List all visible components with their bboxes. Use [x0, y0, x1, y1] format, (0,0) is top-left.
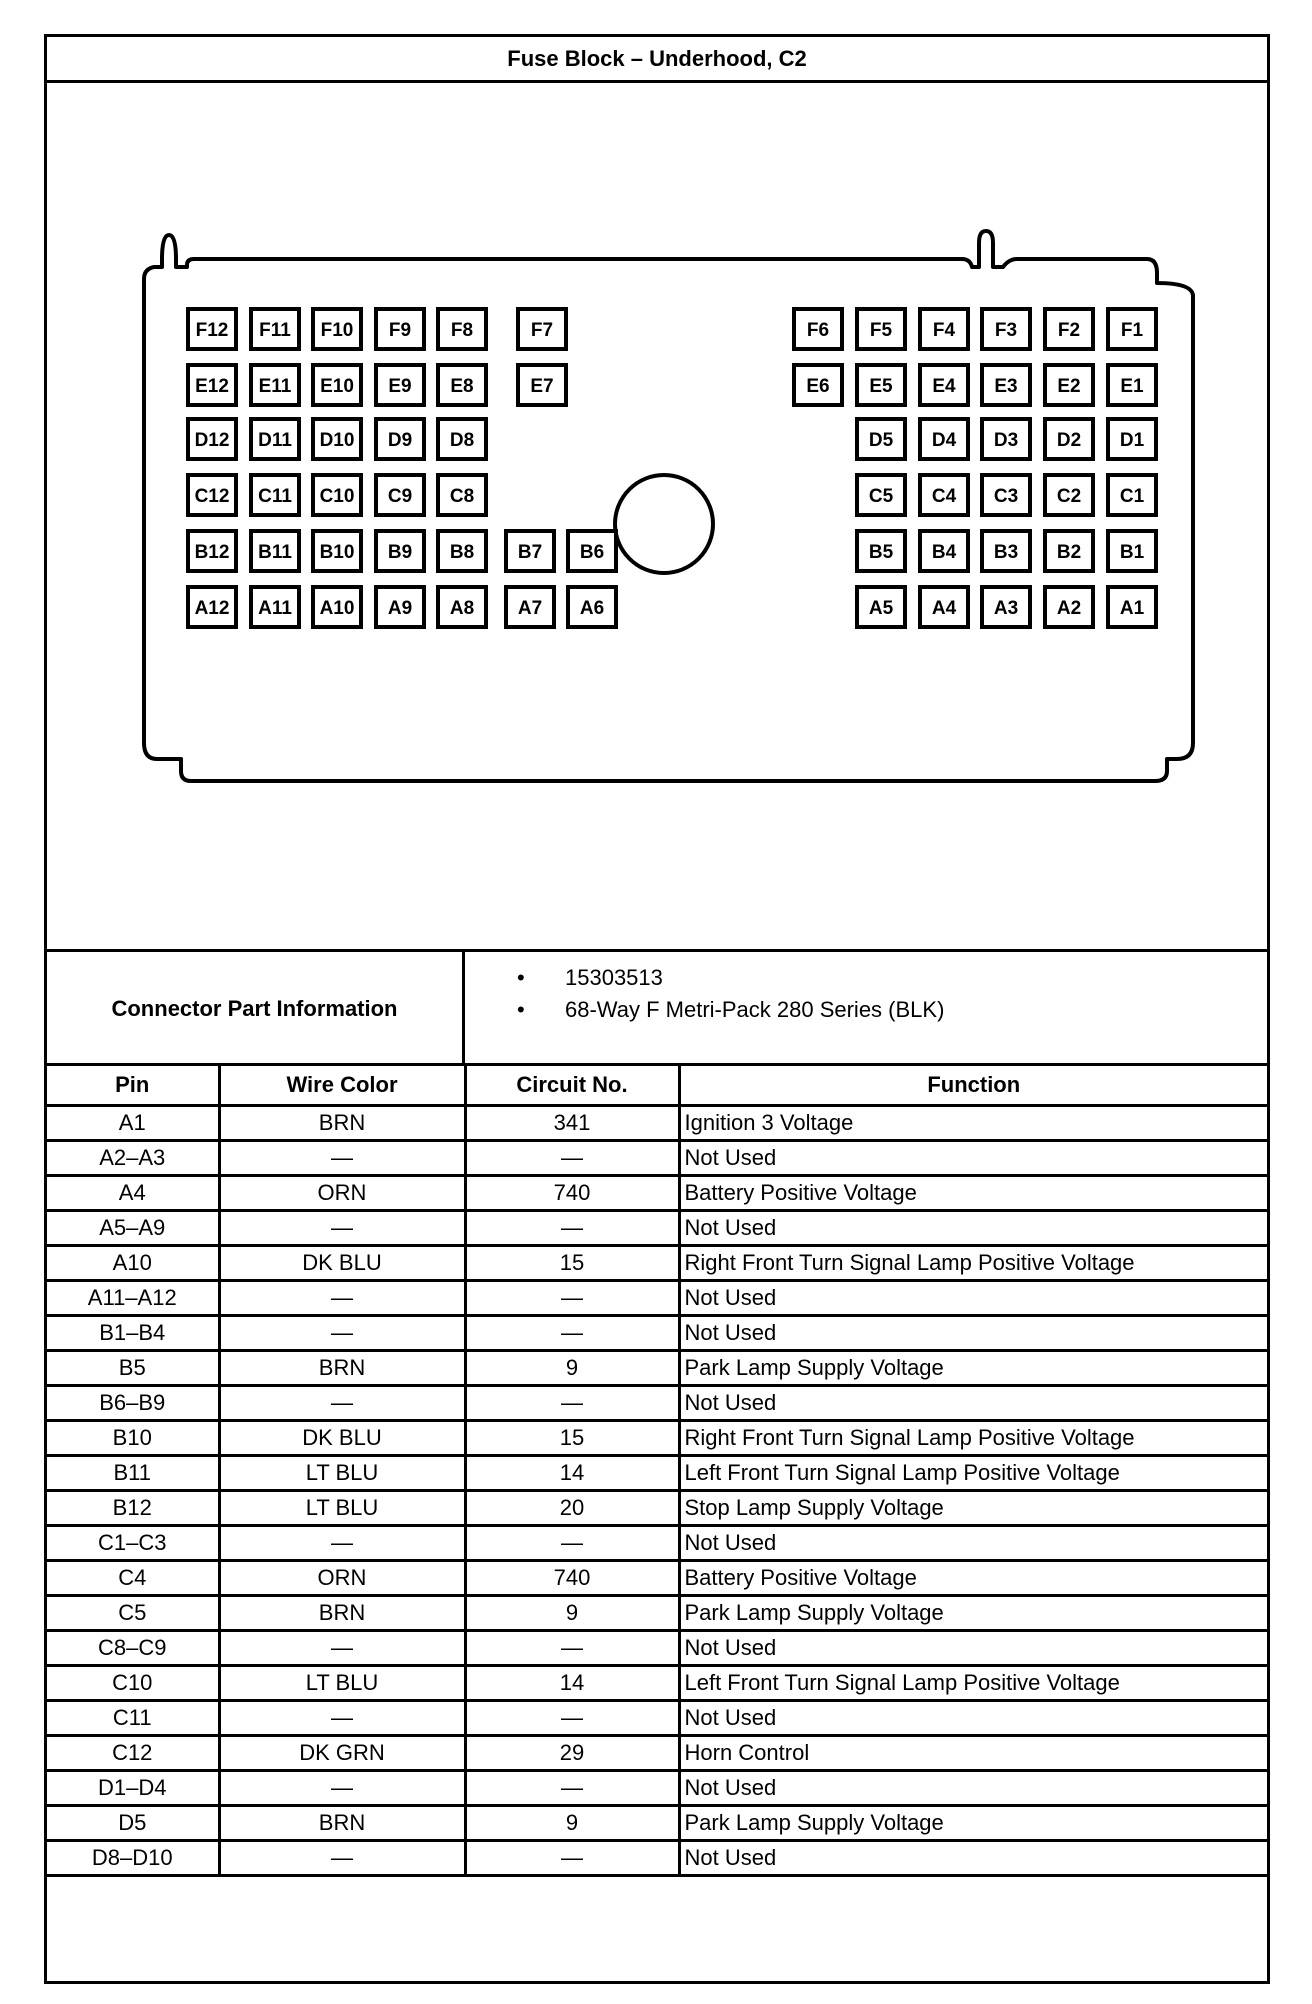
cavity-label: F6 [806, 320, 830, 341]
cavity-a2 [1045, 587, 1093, 627]
cell-circuit-no: — [465, 1841, 679, 1876]
cell-wire-color: — [219, 1841, 465, 1876]
cell-circuit-no: 9 [465, 1806, 679, 1841]
cell-wire-color: BRN [219, 1596, 465, 1631]
connector-housing-outline [144, 231, 1193, 781]
cell-wire-color: — [219, 1281, 465, 1316]
cavity-label: D1 [1119, 430, 1145, 451]
cell-function: Left Front Turn Signal Lamp Positive Voltage [679, 1666, 1267, 1701]
cavity-label: C1 [1119, 486, 1145, 507]
cavity-f5 [857, 309, 905, 349]
cavity-label: A10 [319, 598, 355, 619]
cell-pin: A1 [47, 1106, 219, 1141]
cell-function: Ignition 3 Voltage [679, 1106, 1267, 1141]
cell-circuit-no: 9 [465, 1596, 679, 1631]
cell-pin: C1–C3 [47, 1526, 219, 1561]
cell-function: Park Lamp Supply Voltage [679, 1806, 1267, 1841]
cavity-a7 [506, 587, 554, 627]
cell-circuit-no: — [465, 1701, 679, 1736]
cavity-label: C12 [194, 486, 230, 507]
cell-function: Horn Control [679, 1736, 1267, 1771]
cell-pin: B6–B9 [47, 1386, 219, 1421]
cavity-label: D4 [931, 430, 957, 451]
cavity-label: F8 [450, 320, 474, 341]
cavity-label: E1 [1120, 376, 1144, 397]
info-label: Connector Part Information [47, 952, 465, 1066]
page-title: Fuse Block – Underhood, C2 [47, 37, 1267, 83]
cavity-label: F12 [195, 320, 229, 341]
table-row [47, 1526, 1267, 1561]
cavity-b11 [251, 531, 299, 571]
cavity-label: A9 [387, 598, 413, 619]
cavity-label: B1 [1119, 542, 1145, 563]
cavity-label: A7 [517, 598, 543, 619]
table-row [47, 1701, 1267, 1736]
cavity-f12 [188, 309, 236, 349]
cavity-label: B9 [387, 542, 413, 563]
cavity-c1 [1108, 475, 1156, 515]
cell-wire-color: — [219, 1316, 465, 1351]
cavity-label: A8 [449, 598, 475, 619]
cell-wire-color: DK GRN [219, 1736, 465, 1771]
header-circuit-no: Circuit No. [465, 1065, 679, 1106]
cell-wire-color: LT BLU [219, 1456, 465, 1491]
cavity-label: A12 [194, 598, 230, 619]
cavity-label: B4 [931, 542, 957, 563]
table-row [47, 1141, 1267, 1176]
cell-function: Not Used [679, 1841, 1267, 1876]
cavity-d11 [251, 419, 299, 459]
cavity-f3 [982, 309, 1030, 349]
cavity-f2 [1045, 309, 1093, 349]
cell-wire-color: DK BLU [219, 1246, 465, 1281]
cell-wire-color: — [219, 1701, 465, 1736]
cell-function: Not Used [679, 1141, 1267, 1176]
cell-wire-color: BRN [219, 1351, 465, 1386]
cavity-b2 [1045, 531, 1093, 571]
cell-circuit-no: 14 [465, 1456, 679, 1491]
cell-pin: D5 [47, 1806, 219, 1841]
cavity-label: B8 [449, 542, 475, 563]
cell-circuit-no: — [465, 1281, 679, 1316]
cell-circuit-no: 740 [465, 1176, 679, 1211]
cavity-label: A6 [579, 598, 605, 619]
cell-pin: A10 [47, 1246, 219, 1281]
cavity-b9 [376, 531, 424, 571]
cavity-f9 [376, 309, 424, 349]
cell-pin: C10 [47, 1666, 219, 1701]
cell-function: Park Lamp Supply Voltage [679, 1351, 1267, 1386]
cell-circuit-no: 14 [465, 1666, 679, 1701]
cavity-c11 [251, 475, 299, 515]
table-row [47, 1211, 1267, 1246]
cavity-e11 [251, 365, 299, 405]
cell-wire-color: — [219, 1631, 465, 1666]
cell-pin: C8–C9 [47, 1631, 219, 1666]
cavity-label: F4 [932, 320, 956, 341]
cavity-c10 [313, 475, 361, 515]
table-row [47, 1806, 1267, 1841]
cavity-label: C2 [1056, 486, 1082, 507]
cavity-e3 [982, 365, 1030, 405]
cavity-label: B7 [517, 542, 543, 563]
table-row [47, 1176, 1267, 1211]
cavity-f4 [920, 309, 968, 349]
table-row [47, 1281, 1267, 1316]
cell-pin: C11 [47, 1701, 219, 1736]
cavity-label: C5 [868, 486, 894, 507]
cavity-label: F2 [1057, 320, 1081, 341]
table-row [47, 1316, 1267, 1351]
cell-circuit-no: — [465, 1211, 679, 1246]
cell-circuit-no: 740 [465, 1561, 679, 1596]
cavity-label: E8 [450, 376, 474, 397]
cavity-c9 [376, 475, 424, 515]
table-row [47, 1491, 1267, 1526]
cell-circuit-no: 9 [465, 1351, 679, 1386]
connector-face-diagram [47, 83, 1267, 949]
cavity-label: F3 [994, 320, 1018, 341]
cell-wire-color: LT BLU [219, 1491, 465, 1526]
cavity-e10 [313, 365, 361, 405]
cavity-label: F11 [259, 320, 291, 341]
cavity-label: A11 [258, 598, 292, 619]
table-row [47, 1246, 1267, 1281]
cell-wire-color: ORN [219, 1176, 465, 1211]
part-number: • 15303513 [517, 962, 1267, 994]
cavity-label: A3 [993, 598, 1019, 619]
cavity-a1 [1108, 587, 1156, 627]
cavity-label: C4 [931, 486, 957, 507]
cell-circuit-no: — [465, 1631, 679, 1666]
cell-circuit-no: 15 [465, 1246, 679, 1281]
cavity-b1 [1108, 531, 1156, 571]
cell-pin: C5 [47, 1596, 219, 1631]
cavity-label: C10 [319, 486, 355, 507]
cavity-b12 [188, 531, 236, 571]
table-header-row [47, 1065, 1267, 1106]
cavity-label: F5 [869, 320, 893, 341]
header-function: Function [679, 1065, 1267, 1106]
cavity-label: C9 [387, 486, 413, 507]
cavity-label: E3 [994, 376, 1018, 397]
cavity-c12 [188, 475, 236, 515]
cell-function: Right Front Turn Signal Lamp Positive Voltage [679, 1246, 1267, 1281]
cell-wire-color: — [219, 1386, 465, 1421]
table-row [47, 1841, 1267, 1876]
cavity-a3 [982, 587, 1030, 627]
cavity-d5 [857, 419, 905, 459]
cavity-f1 [1108, 309, 1156, 349]
cavity-d12 [188, 419, 236, 459]
table-row [47, 1596, 1267, 1631]
pinout-table [47, 1063, 1267, 1877]
table-row [47, 1736, 1267, 1771]
cavity-label: A4 [931, 598, 957, 619]
table-row [47, 1386, 1267, 1421]
cell-function: Stop Lamp Supply Voltage [679, 1491, 1267, 1526]
cell-wire-color: — [219, 1771, 465, 1806]
cavity-d1 [1108, 419, 1156, 459]
cavity-a12 [188, 587, 236, 627]
cell-function: Left Front Turn Signal Lamp Positive Voltage [679, 1456, 1267, 1491]
cavity-a9 [376, 587, 424, 627]
cell-wire-color: ORN [219, 1561, 465, 1596]
cavity-c2 [1045, 475, 1093, 515]
cell-function: Not Used [679, 1701, 1267, 1736]
cavity-label: E7 [530, 376, 554, 397]
connector-sheet [44, 34, 1270, 1984]
connector-part-information [47, 949, 1267, 1066]
cavity-e9 [376, 365, 424, 405]
cavity-label: B6 [579, 542, 605, 563]
cell-function: Park Lamp Supply Voltage [679, 1596, 1267, 1631]
cell-wire-color: LT BLU [219, 1666, 465, 1701]
cell-circuit-no: — [465, 1386, 679, 1421]
cavity-f7 [518, 309, 566, 349]
table-row [47, 1351, 1267, 1386]
cavity-label: D3 [993, 430, 1019, 451]
cell-function: Battery Positive Voltage [679, 1176, 1267, 1211]
cavity-b6 [568, 531, 616, 571]
cavity-label: C3 [993, 486, 1019, 507]
cell-pin: B12 [47, 1491, 219, 1526]
cavity-e8 [438, 365, 486, 405]
table-row [47, 1106, 1267, 1141]
table-row [47, 1456, 1267, 1491]
cavity-label: B2 [1056, 542, 1082, 563]
cell-wire-color: BRN [219, 1106, 465, 1141]
cavity-label: D11 [258, 430, 292, 451]
cell-wire-color: BRN [219, 1806, 465, 1841]
cavity-b3 [982, 531, 1030, 571]
cavity-label: B10 [319, 542, 355, 563]
table-row [47, 1561, 1267, 1596]
cell-circuit-no: — [465, 1526, 679, 1561]
cell-circuit-no: — [465, 1771, 679, 1806]
cavity-d2 [1045, 419, 1093, 459]
table-row [47, 1631, 1267, 1666]
cavity-label: D9 [387, 430, 413, 451]
cavity-b10 [313, 531, 361, 571]
cell-function: Battery Positive Voltage [679, 1561, 1267, 1596]
center-bolt-hole [615, 475, 713, 573]
cavity-c8 [438, 475, 486, 515]
cell-pin: D8–D10 [47, 1841, 219, 1876]
cavity-label: A2 [1056, 598, 1082, 619]
header-pin: Pin [47, 1065, 219, 1106]
cavity-e2 [1045, 365, 1093, 405]
cell-pin: A5–A9 [47, 1211, 219, 1246]
cavity-label: B11 [258, 542, 292, 563]
cell-function: Not Used [679, 1281, 1267, 1316]
cavity-label: F10 [320, 320, 354, 341]
cavity-f8 [438, 309, 486, 349]
cavity-e12 [188, 365, 236, 405]
cavity-a8 [438, 587, 486, 627]
cell-pin: C4 [47, 1561, 219, 1596]
cavity-f10 [313, 309, 361, 349]
cell-function: Not Used [679, 1631, 1267, 1666]
cavity-label: F1 [1120, 320, 1144, 341]
cell-function: Not Used [679, 1386, 1267, 1421]
cell-function: Not Used [679, 1211, 1267, 1246]
cavity-b7 [506, 531, 554, 571]
cavity-label: C8 [449, 486, 475, 507]
cavity-d3 [982, 419, 1030, 459]
cavity-label: D5 [868, 430, 894, 451]
cell-circuit-no: 29 [465, 1736, 679, 1771]
connector-outline [47, 83, 1267, 949]
header-wire-color: Wire Color [219, 1065, 465, 1106]
cell-function: Right Front Turn Signal Lamp Positive Voltage [679, 1421, 1267, 1456]
cavity-a4 [920, 587, 968, 627]
cavity-f11 [251, 309, 299, 349]
cell-pin: C12 [47, 1736, 219, 1771]
connector-description: • 68-Way F Metri-Pack 280 Series (BLK) [517, 994, 1267, 1026]
cavity-label: E9 [388, 376, 412, 397]
cavity-a10 [313, 587, 361, 627]
cavity-label: D12 [194, 430, 230, 451]
cavity-label: F9 [388, 320, 412, 341]
part-info-list [465, 952, 1267, 1076]
cavity-c3 [982, 475, 1030, 515]
cell-function: Not Used [679, 1771, 1267, 1806]
table-row [47, 1666, 1267, 1701]
cell-circuit-no: 20 [465, 1491, 679, 1526]
cavity-a11 [251, 587, 299, 627]
cavity-d9 [376, 419, 424, 459]
cell-circuit-no: — [465, 1316, 679, 1351]
cell-pin: D1–D4 [47, 1771, 219, 1806]
cell-circuit-no: 15 [465, 1421, 679, 1456]
cavity-a6 [568, 587, 616, 627]
cavity-a5 [857, 587, 905, 627]
cavity-label: A1 [1119, 598, 1145, 619]
cavity-label: D2 [1056, 430, 1082, 451]
cavity-f6 [794, 309, 842, 349]
cavity-label: F7 [530, 320, 554, 341]
cavity-e7 [518, 365, 566, 405]
cavity-label: E2 [1057, 376, 1081, 397]
cavity-label: D10 [319, 430, 355, 451]
cavity-label: E12 [195, 376, 229, 397]
cavity-label: B5 [868, 542, 894, 563]
cell-pin: B10 [47, 1421, 219, 1456]
cell-function: Not Used [679, 1316, 1267, 1351]
cavity-label: B3 [993, 542, 1019, 563]
cell-circuit-no: 341 [465, 1106, 679, 1141]
table-row [47, 1771, 1267, 1806]
cavity-e4 [920, 365, 968, 405]
cavity-d4 [920, 419, 968, 459]
cavity-label: E10 [320, 376, 354, 397]
cavity-d8 [438, 419, 486, 459]
cell-pin: A4 [47, 1176, 219, 1211]
cavity-b8 [438, 531, 486, 571]
cell-function: Not Used [679, 1526, 1267, 1561]
cell-wire-color: — [219, 1526, 465, 1561]
cavity-label: A5 [868, 598, 894, 619]
cell-wire-color: — [219, 1141, 465, 1176]
cell-circuit-no: — [465, 1141, 679, 1176]
cavity-label: D8 [449, 430, 475, 451]
cavity-c5 [857, 475, 905, 515]
cavity-label: B12 [194, 542, 230, 563]
cell-pin: A2–A3 [47, 1141, 219, 1176]
cavity-label: E6 [806, 376, 830, 397]
cavity-b4 [920, 531, 968, 571]
cell-pin: A11–A12 [47, 1281, 219, 1316]
cavity-e5 [857, 365, 905, 405]
cavity-label: E4 [932, 376, 956, 397]
cavity-c4 [920, 475, 968, 515]
cavity-e6 [794, 365, 842, 405]
cavity-label: E5 [869, 376, 893, 397]
cavity-b5 [857, 531, 905, 571]
cell-wire-color: DK BLU [219, 1421, 465, 1456]
cell-pin: B5 [47, 1351, 219, 1386]
cavity-label: C11 [258, 486, 292, 507]
cavity-d10 [313, 419, 361, 459]
cell-pin: B11 [47, 1456, 219, 1491]
cavity-label: E11 [258, 376, 292, 397]
cell-wire-color: — [219, 1211, 465, 1246]
cavity-e1 [1108, 365, 1156, 405]
table-row [47, 1421, 1267, 1456]
cell-pin: B1–B4 [47, 1316, 219, 1351]
